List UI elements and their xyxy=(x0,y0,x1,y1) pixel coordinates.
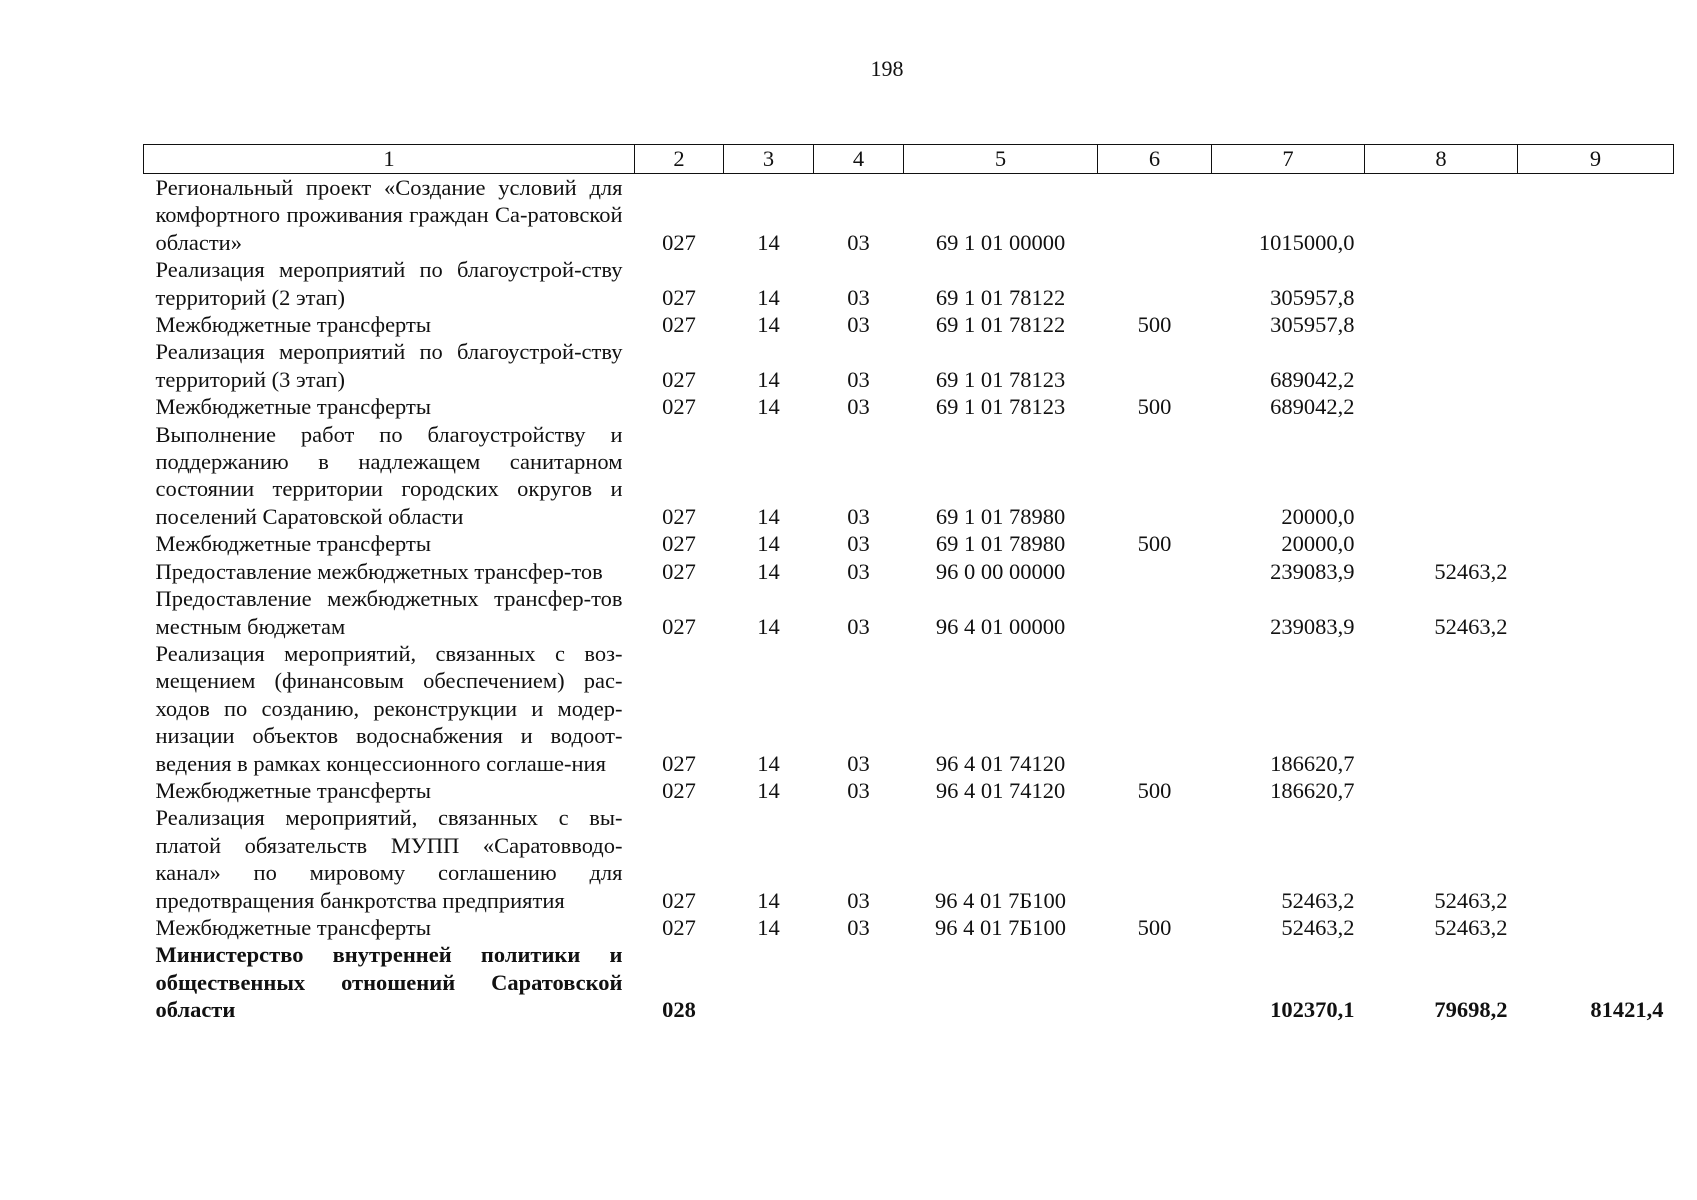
row-amount-col9-cell xyxy=(1518,558,1674,585)
row-target-article-cell: 96 4 01 7Б100 xyxy=(934,887,1067,913)
row-target-article-cell: 69 1 01 78980 xyxy=(935,503,1066,529)
row-ministry-code-cell: 027 xyxy=(662,229,696,255)
row-name-cell: Реализация мероприятий, связанных с вы-платой обязательств МУПП «Саратовводо-канал» по мировому соглашению для предотвращения банкротства предприятия xyxy=(155,805,623,913)
row-expense-type-cell: 500 xyxy=(1137,394,1172,420)
row-amount-col7-cell: 20000,0 xyxy=(1281,531,1355,557)
row-expense-type-cell xyxy=(1098,256,1212,311)
row-section-cell: 14 xyxy=(757,777,780,803)
header-cell: 4 xyxy=(814,145,904,174)
row-ministry-code-cell: 027 xyxy=(662,750,696,776)
header-cell: 1 xyxy=(144,145,635,174)
row-amount-col7-cell: 239083,9 xyxy=(1270,558,1355,584)
row-section-cell: 14 xyxy=(757,366,780,392)
row-target-article-cell: 69 1 01 78123 xyxy=(935,366,1066,392)
row-expense-type-cell: 500 xyxy=(1137,777,1172,803)
header-cell: 2 xyxy=(635,145,724,174)
row-amount-col8-cell: 52463,2 xyxy=(1434,887,1508,913)
row-amount-col8-cell: 79698,2 xyxy=(1434,997,1508,1023)
row-amount-col8-cell xyxy=(1365,421,1518,531)
row-amount-col9-cell xyxy=(1518,393,1674,420)
row-name-cell: Межбюджетные трансферты xyxy=(155,312,431,338)
table-row xyxy=(144,393,1674,420)
row-name-cell: Предоставление межбюджетных трансфер-тов местным бюджетам xyxy=(155,586,623,639)
row-expense-type-cell xyxy=(1098,421,1212,531)
row-ministry-code-cell: 027 xyxy=(662,777,696,803)
row-section-cell: 14 xyxy=(757,531,780,557)
row-section-cell: 14 xyxy=(757,887,780,913)
row-ministry-code-cell: 027 xyxy=(662,503,696,529)
row-subsection-cell xyxy=(814,941,904,1023)
row-section-cell: 14 xyxy=(757,558,780,584)
row-amount-col7-cell: 186620,7 xyxy=(1270,777,1355,803)
row-amount-col7-cell: 52463,2 xyxy=(1281,914,1355,940)
budget-table xyxy=(143,144,1674,1024)
row-target-article-cell: 69 1 01 78122 xyxy=(935,312,1066,338)
row-amount-col8-cell xyxy=(1365,393,1518,420)
table-row xyxy=(144,804,1674,914)
page-number: 198 xyxy=(870,56,904,81)
row-ministry-code-cell: 027 xyxy=(662,887,696,913)
row-name-cell: Межбюджетные трансферты xyxy=(155,914,431,940)
row-subsection-cell: 03 xyxy=(847,531,870,557)
row-ministry-code-cell: 027 xyxy=(662,914,696,940)
row-target-article-cell: 69 1 01 78122 xyxy=(935,284,1066,310)
row-amount-col8-cell xyxy=(1365,640,1518,777)
header-cell: 9 xyxy=(1518,145,1674,174)
row-target-article-cell: 96 4 01 74120 xyxy=(935,750,1066,776)
row-amount-col9-cell: 81421,4 xyxy=(1590,997,1664,1023)
row-amount-col7-cell: 689042,2 xyxy=(1270,394,1355,420)
row-section-cell: 14 xyxy=(757,503,780,529)
row-section-cell xyxy=(724,941,814,1023)
row-name-cell: Реализация мероприятий, связанных с воз-мещением (финансовым обеспечением) рас-ходов по созданию, реконструкции и модер-низации объектов водоснабжения и водоот-ведения в рамках концессионного соглаше-ния xyxy=(155,640,623,776)
row-name-cell: Региональный проект «Создание условий для комфортного проживания граждан Са-ратовской области» xyxy=(155,175,623,255)
row-expense-type-cell: 500 xyxy=(1137,312,1172,338)
row-amount-col9-cell xyxy=(1518,585,1674,640)
row-amount-col8-cell xyxy=(1365,530,1518,557)
row-name-cell: Межбюджетные трансферты xyxy=(155,531,431,557)
row-amount-col9-cell xyxy=(1518,914,1674,941)
table-row xyxy=(144,311,1674,338)
row-subsection-cell: 03 xyxy=(847,284,870,310)
header-cell: 5 xyxy=(904,145,1098,174)
table-row xyxy=(144,558,1674,585)
row-subsection-cell: 03 xyxy=(847,312,870,338)
row-subsection-cell: 03 xyxy=(847,613,870,639)
row-name-cell: Предоставление межбюджетных трансфер-тов xyxy=(155,558,603,584)
row-subsection-cell: 03 xyxy=(847,558,870,584)
table-row xyxy=(144,256,1674,311)
row-target-article-cell xyxy=(904,941,1098,1023)
row-amount-col8-cell xyxy=(1365,174,1518,257)
row-subsection-cell: 03 xyxy=(847,750,870,776)
table-row xyxy=(144,941,1674,1023)
row-section-cell: 14 xyxy=(757,229,780,255)
row-subsection-cell: 03 xyxy=(847,887,870,913)
row-ministry-code-cell: 027 xyxy=(662,531,696,557)
row-amount-col8-cell: 52463,2 xyxy=(1434,558,1508,584)
row-amount-col7-cell: 102370,1 xyxy=(1270,997,1355,1023)
row-target-article-cell: 96 4 01 74120 xyxy=(935,777,1066,803)
row-name-cell: Межбюджетные трансферты xyxy=(155,777,431,803)
row-amount-col9-cell xyxy=(1518,338,1674,393)
row-amount-col7-cell: 186620,7 xyxy=(1270,750,1355,776)
row-section-cell: 14 xyxy=(757,613,780,639)
row-subsection-cell: 03 xyxy=(847,394,870,420)
row-ministry-code-cell: 027 xyxy=(662,613,696,639)
row-section-cell: 14 xyxy=(757,914,780,940)
table-row xyxy=(144,338,1674,393)
row-ministry-code-cell: 027 xyxy=(662,312,696,338)
table-row xyxy=(144,174,1674,257)
row-amount-col8-cell xyxy=(1365,311,1518,338)
row-target-article-cell: 69 1 01 00000 xyxy=(935,229,1066,255)
row-amount-col9-cell xyxy=(1518,530,1674,557)
row-amount-col8-cell xyxy=(1365,777,1518,804)
row-target-article-cell: 96 4 01 7Б100 xyxy=(934,914,1067,940)
row-amount-col8-cell xyxy=(1365,256,1518,311)
row-subsection-cell: 03 xyxy=(847,366,870,392)
row-expense-type-cell xyxy=(1098,558,1212,585)
row-section-cell: 14 xyxy=(757,750,780,776)
table-row xyxy=(144,421,1674,531)
table-body xyxy=(144,174,1674,1024)
row-expense-type-cell xyxy=(1098,941,1212,1023)
row-ministry-code-cell: 027 xyxy=(662,366,696,392)
row-expense-type-cell xyxy=(1098,640,1212,777)
table-row xyxy=(144,530,1674,557)
table-row xyxy=(144,640,1674,777)
row-target-article-cell: 96 0 00 00000 xyxy=(935,558,1066,584)
row-amount-col8-cell xyxy=(1365,338,1518,393)
header-row xyxy=(144,145,1674,174)
table-row xyxy=(144,585,1674,640)
header-cell: 6 xyxy=(1098,145,1212,174)
row-expense-type-cell xyxy=(1098,174,1212,257)
row-amount-col8-cell: 52463,2 xyxy=(1434,914,1508,940)
row-amount-col7-cell: 305957,8 xyxy=(1270,312,1355,338)
row-name-cell: Выполнение работ по благоустройству и поддержанию в надлежащем санитарном состоянии территории городских округов и поселений Саратовской области xyxy=(155,421,623,529)
row-expense-type-cell xyxy=(1098,804,1212,914)
row-amount-col9-cell xyxy=(1518,256,1674,311)
row-amount-col9-cell xyxy=(1518,640,1674,777)
row-subsection-cell: 03 xyxy=(847,503,870,529)
row-ministry-code-cell: 027 xyxy=(662,558,696,584)
row-name-cell: Министерство внутренней политики и общественных отношений Саратовской области xyxy=(155,942,623,1023)
row-amount-col9-cell xyxy=(1518,421,1674,531)
row-name-cell: Реализация мероприятий по благоустрой-ству территорий (2 этап) xyxy=(155,257,623,310)
row-expense-type-cell: 500 xyxy=(1137,914,1172,940)
table-row xyxy=(144,914,1674,941)
row-section-cell: 14 xyxy=(757,394,780,420)
row-name-cell: Реализация мероприятий по благоустрой-ству территорий (3 этап) xyxy=(155,339,623,392)
row-expense-type-cell xyxy=(1098,338,1212,393)
header-cell: 8 xyxy=(1365,145,1518,174)
row-target-article-cell: 69 1 01 78980 xyxy=(935,531,1066,557)
row-ministry-code-cell: 027 xyxy=(662,394,696,420)
row-amount-col7-cell: 1015000,0 xyxy=(1258,229,1355,255)
row-amount-col7-cell: 20000,0 xyxy=(1281,503,1355,529)
row-subsection-cell: 03 xyxy=(847,914,870,940)
row-expense-type-cell: 500 xyxy=(1137,531,1172,557)
row-amount-col7-cell: 305957,8 xyxy=(1270,284,1355,310)
row-subsection-cell: 03 xyxy=(847,777,870,803)
row-ministry-code-cell: 027 xyxy=(662,284,696,310)
header-cell: 3 xyxy=(724,145,814,174)
row-expense-type-cell xyxy=(1098,585,1212,640)
row-amount-col9-cell xyxy=(1518,174,1674,257)
row-ministry-code-cell: 028 xyxy=(662,997,696,1023)
row-amount-col9-cell xyxy=(1518,311,1674,338)
row-subsection-cell: 03 xyxy=(847,229,870,255)
row-amount-col9-cell xyxy=(1518,777,1674,804)
row-amount-col8-cell: 52463,2 xyxy=(1434,613,1508,639)
row-name-cell: Межбюджетные трансферты xyxy=(155,394,431,420)
row-amount-col9-cell xyxy=(1518,804,1674,914)
row-amount-col7-cell: 239083,9 xyxy=(1270,613,1355,639)
table-header xyxy=(144,145,1674,174)
header-cell: 7 xyxy=(1212,145,1365,174)
row-target-article-cell: 69 1 01 78123 xyxy=(935,394,1066,420)
row-amount-col7-cell: 689042,2 xyxy=(1270,366,1355,392)
row-amount-col7-cell: 52463,2 xyxy=(1281,887,1355,913)
table-row xyxy=(144,777,1674,804)
row-target-article-cell: 96 4 01 00000 xyxy=(935,613,1066,639)
row-section-cell: 14 xyxy=(757,284,780,310)
row-section-cell: 14 xyxy=(757,312,780,338)
